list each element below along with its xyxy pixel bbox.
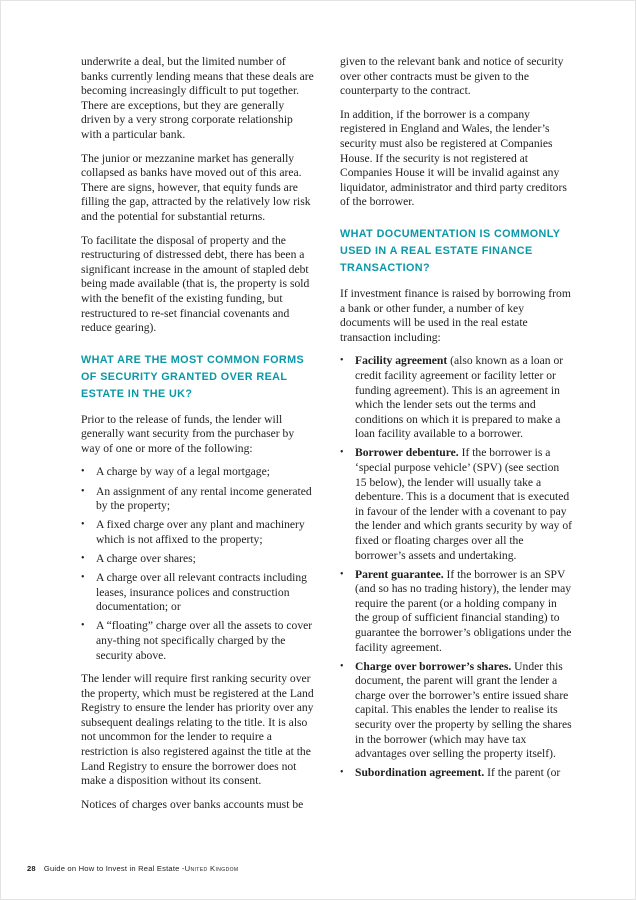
bullet-text: A “floating” charge over all the assets to cover any-thing not specifically charged by the security above.	[96, 619, 313, 662]
bullet-text	[355, 446, 573, 563]
paragraph: To facilitate the disposal of property and the restructuring of distressed debt, there has been a significant increase in the amount of stapled debt being made available (that is, the property is sold with the benefit of the existing funding, but restructured to re-set financial covenants and reduce gearing).	[81, 233, 310, 335]
paragraph: In addition, if the borrower is a company registered in England and Wales, the lender’s security must also be registered at Companies House. If the security is not registered at Companies House it will be invalid against any liquidator, administrator and third party creditors of the borrower.	[340, 107, 567, 209]
column-left	[81, 55, 314, 812]
bullet-text: A charge by way of a legal mortgage;	[96, 465, 270, 479]
page-footer	[27, 864, 238, 873]
bullet-item	[340, 446, 573, 563]
two-column-layout	[81, 55, 573, 812]
bullet-item	[81, 552, 314, 567]
bullet-marker: •	[81, 466, 85, 478]
bullet-text	[355, 766, 573, 781]
bullet-lead-bold: Charge over borrower’s shares.	[355, 659, 512, 673]
section-heading-security-forms: WHAT ARE THE MOST COMMON FORMS OF SECURITY GRANTED OVER REAL ESTATE IN THE UK?	[81, 353, 305, 400]
paragraph: Notices of charges over banks accounts must be	[81, 797, 304, 811]
bullet-item	[340, 568, 573, 656]
bullet-marker: •	[340, 447, 344, 459]
bullet-text	[355, 354, 573, 442]
bullet-list	[340, 354, 573, 781]
paragraph: If investment finance is raised by borrowing from a bank or other funder, a number of key documents will be used in the real estate transaction including:	[340, 286, 571, 344]
bullet-item	[340, 660, 573, 762]
bullet-item	[340, 354, 573, 442]
paragraph: given to the relevant bank and notice of security over other contracts must be given to the counterparty to the contract.	[340, 55, 564, 98]
bullet-body: If the borrower is an SPV (and so has no trading history), the lender may require the parent (or a holding company in the group of sufficient financial standing) to guarantee the borrower’s obligations under the facility agreement.	[355, 567, 572, 654]
bullet-marker: •	[81, 485, 85, 497]
section-heading-documentation: WHAT DOCUMENTATION IS COMMONLY USED IN A REAL ESTATE FINANCE TRANSACTION?	[340, 227, 561, 274]
bullet-marker: •	[81, 572, 85, 584]
bullet-marker: •	[340, 767, 344, 779]
page-number: 28	[27, 864, 36, 873]
bullet-body: Under this document, the parent will grant the lender a charge over the borrower’s entire issued share capital. This enables the lender to realise its security over the property by selling the shares in the borrower (which may have tax advantages over selling the property itself).	[355, 659, 572, 761]
bullet-lead-bold: Subordination agreement.	[355, 766, 485, 780]
bullet-marker: •	[340, 660, 344, 672]
bullet-item	[340, 766, 573, 781]
paragraph: underwrite a deal, but the limited number of banks currently lending means that these deals are becoming increasingly difficult to put together. There are exceptions, but they are generally driven by a very strong corporate relationship with a particular bank.	[81, 55, 314, 141]
footer-title: Guide on How to Invest in Real Estate -	[43, 864, 185, 873]
bullet-item	[81, 518, 314, 547]
paragraph: The junior or mezzanine market has generally collapsed as banks have moved out of this area. There are signs, however, that equity funds are filling the gap, attracted by the relatively low risk and the potential for substantial returns.	[81, 151, 311, 223]
footer-region: United Kingdom	[184, 864, 239, 873]
paragraph: The lender will require first ranking security over the property, which must be registered at the Land Registry to ensure the lender has priority over any subsequent dealings relating to the title. It is also not uncommon for the lender to require a restriction is also registered against the title at the Land Registry to ensure the borrower does not make a disposition without its consent.	[81, 672, 314, 788]
bullet-text	[355, 660, 573, 762]
bullet-list	[81, 465, 314, 663]
bullet-lead-bold: Borrower debenture.	[355, 446, 459, 460]
bullet-lead-bold: Parent guarantee.	[355, 567, 444, 581]
bullet-item	[81, 619, 314, 663]
column-right	[340, 55, 573, 812]
bullet-body: If the borrower is a ‘special purpose vehicle’ (SPV) (see section 15 below), the lender will usually take a debenture. This is a document that is executed in favour of the lender with a covenant to pay the lender and which grants security by way of fixed or floating charges over all the borrower’s assets and undertaking.	[355, 446, 572, 562]
bullet-lead-bold: Facility agreement	[355, 354, 448, 368]
bullet-body: (also known as a loan or credit facility agreement or facility letter or funding agreement). This is an agreement in which the lender sets out the terms and conditions on which it is prepared to make a loan facility available to a borrower.	[355, 354, 564, 441]
bullet-item	[81, 485, 314, 514]
paragraph: Prior to the release of funds, the lender will generally want security from the purchaser by way of one or more of the following:	[81, 412, 295, 455]
bullet-marker: •	[340, 568, 344, 580]
bullet-marker: •	[340, 355, 344, 367]
bullet-marker: •	[81, 552, 85, 564]
bullet-text: A fixed charge over any plant and machinery which is not affixed to the property;	[96, 518, 305, 546]
bullet-text	[355, 568, 573, 656]
bullet-text: An assignment of any rental income generated by the property;	[96, 484, 312, 513]
bullet-item	[81, 465, 314, 480]
bullet-body: If the parent (or	[484, 766, 561, 780]
bullet-text: A charge over all relevant contracts including leases, insurance polices and construction documentation; or	[96, 571, 307, 614]
bullet-marker: •	[81, 519, 85, 531]
bullet-text: A charge over shares;	[96, 551, 196, 565]
bullet-item	[81, 571, 314, 615]
bullet-marker: •	[81, 620, 85, 632]
